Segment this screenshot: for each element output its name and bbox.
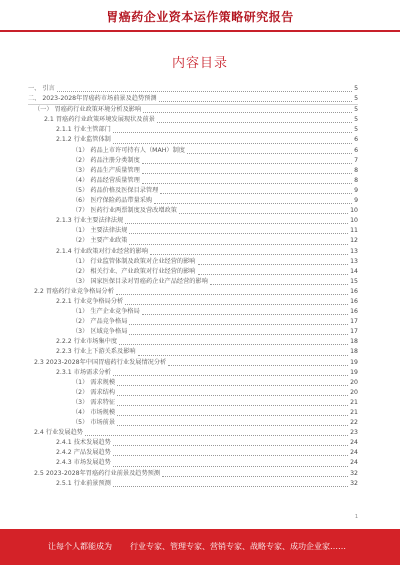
toc-dot-leader <box>117 405 348 406</box>
toc-entry[interactable] <box>28 216 358 226</box>
toc-dot-leader <box>142 314 348 315</box>
toc-entry[interactable] <box>28 408 358 418</box>
toc-dot-leader <box>129 233 348 234</box>
toc-entry-page: 6 <box>354 146 358 154</box>
toc-entry-page: 24 <box>350 439 358 447</box>
toc-entry-title: 药品注册分类制度 <box>90 156 140 164</box>
toc-entry-number: （1） <box>72 308 89 316</box>
toc-entry-page: 19 <box>350 368 358 376</box>
toc-entry-title: 国家医保目录对胃癌药企业产品经营的影响 <box>90 277 208 285</box>
toc-entry-page: 9 <box>354 197 358 205</box>
toc-entry-number: 2.4.2 <box>56 449 72 457</box>
toc-entry-title: 需求结构 <box>90 388 116 396</box>
toc-entry-title: 2023-2028年胃癌药市场前景及趋势预测 <box>42 95 157 103</box>
toc-entry-page: 14 <box>350 267 358 275</box>
toc-entry[interactable] <box>28 135 358 145</box>
toc-entry-page: 18 <box>350 338 358 346</box>
toc-entry-page: 11 <box>350 227 358 235</box>
toc-entry-number: （一） <box>34 106 53 114</box>
toc-entry-page: 5 <box>354 116 358 124</box>
toc-entry[interactable] <box>28 236 358 246</box>
toc-dot-leader <box>142 163 352 164</box>
toc-dot-leader <box>159 101 353 102</box>
toc-entry-page: 32 <box>350 469 358 477</box>
toc-entry-number: 2.2 <box>34 287 44 295</box>
toc-entry[interactable] <box>28 146 358 156</box>
toc-entry[interactable] <box>28 317 358 327</box>
toc-dot-leader <box>160 193 352 194</box>
toc-dot-leader <box>113 455 348 456</box>
toc-entry-number: （5） <box>72 419 89 427</box>
toc-dot-leader <box>142 173 352 174</box>
toc-dot-leader <box>125 223 348 224</box>
toc-dot-leader <box>129 324 348 325</box>
toc-entry-title: 行业市场集中度 <box>73 338 118 346</box>
toc-entry-page: 10 <box>350 207 358 215</box>
toc-entry-title: 行业发展趋势 <box>45 429 83 437</box>
toc-dot-leader <box>113 143 352 144</box>
toc-entry-page: 23 <box>350 429 358 437</box>
toc-entry-number: 2.4.3 <box>56 459 72 467</box>
toc-entry-title: 市场规模 <box>90 409 116 416</box>
footer-banner <box>0 529 400 565</box>
toc-entry-number: 2.3 <box>34 358 44 366</box>
toc-entry[interactable] <box>28 418 358 428</box>
toc-entry-title: 行业前景预测 <box>73 479 111 487</box>
toc-entry[interactable] <box>28 368 358 378</box>
toc-entry[interactable] <box>28 307 358 317</box>
toc-entry-page: 16 <box>350 287 358 295</box>
toc-entry[interactable] <box>28 186 358 196</box>
toc-entry-number: （3） <box>72 277 89 285</box>
toc-entry[interactable] <box>28 337 358 347</box>
toc-entry-number: （2） <box>72 156 89 164</box>
toc-entry-number: 2.2.1 <box>56 297 72 305</box>
toc-entry-page: 8 <box>354 176 358 184</box>
toc-entry-number: （2） <box>72 318 89 326</box>
toc-entry-title: 产品发展趋势 <box>73 449 111 457</box>
toc-entry-page: 7 <box>354 156 358 164</box>
toc-dot-leader <box>198 274 349 275</box>
toc-entry[interactable] <box>28 125 358 135</box>
toc-entry-page: 5 <box>354 106 358 114</box>
toc-entry[interactable] <box>28 287 358 297</box>
toc-entry-title: 区域竞争格局 <box>90 328 128 336</box>
toc-dot-leader <box>179 213 348 214</box>
toc-entry-title: 生产企业竞争格局 <box>90 308 140 316</box>
toc-entry[interactable] <box>28 297 358 307</box>
toc-entry-number: 一、 <box>28 85 41 92</box>
toc-entry-page: 5 <box>354 85 358 92</box>
toc-entry[interactable] <box>28 388 358 398</box>
toc-entry[interactable] <box>28 196 358 206</box>
toc-entry[interactable] <box>28 206 358 216</box>
toc-entry-page: 32 <box>350 479 358 487</box>
toc-entry-title: 市场需求分析 <box>73 368 111 376</box>
toc-entry-page: 20 <box>350 378 358 386</box>
toc-entry-title: 药品经营质量管理 <box>90 176 140 184</box>
toc-entry-title: 相关行业、产业政策对行业经营的影响 <box>90 267 196 275</box>
toc-entry-number: 2.1.1 <box>56 126 72 134</box>
toc-entry-page: 10 <box>350 217 358 225</box>
report-title: 胃癌药企业资本运作策略研究报告 <box>106 10 294 24</box>
toc-entry-number: 2.4 <box>34 429 44 437</box>
toc-entry-title: 药品价格及医保目录管理 <box>90 186 159 194</box>
toc-dot-leader <box>142 183 352 184</box>
toc-entry[interactable] <box>28 327 358 337</box>
toc-entry[interactable] <box>28 115 358 125</box>
toc-entry-title: 主要法律法规 <box>90 227 128 235</box>
toc-dot-leader <box>113 375 348 376</box>
report-header-bar <box>0 0 400 32</box>
toc-entry[interactable] <box>28 438 358 448</box>
toc-entry-number: 2.1.4 <box>56 247 72 255</box>
toc-entry-page: 16 <box>350 308 358 316</box>
toc-entry-page: 24 <box>350 459 358 467</box>
toc-entry[interactable] <box>28 257 358 267</box>
toc-entry-number: （5） <box>72 186 89 194</box>
toc-dot-leader <box>125 304 348 305</box>
toc-entry-number: 2.5 <box>34 469 44 477</box>
toc-entry-title: 胃癌药行业政策环境分析及影响 <box>54 106 142 114</box>
toc-entry-title: 医疗保险药品带量采购 <box>90 197 153 205</box>
toc-dot-leader <box>116 294 348 295</box>
toc-entry-number: （1） <box>72 378 89 386</box>
toc-dot-leader <box>57 91 352 92</box>
toc-dot-leader <box>117 415 348 416</box>
toc-entry-title: 行业政策对行业经营的影响 <box>73 247 148 255</box>
toc-entry[interactable] <box>28 84 358 94</box>
toc-entry[interactable] <box>28 458 358 468</box>
toc-entry-title: 产品竞争格局 <box>90 318 128 326</box>
toc-entry-number: （1） <box>72 227 89 235</box>
toc-entry[interactable] <box>28 358 358 368</box>
toc-entry-page: 13 <box>350 257 358 265</box>
table-of-contents <box>28 84 358 489</box>
toc-entry[interactable] <box>28 176 358 186</box>
toc-entry-page: 5 <box>354 126 358 134</box>
toc-entry-number: 2.4.1 <box>56 439 72 447</box>
toc-entry-title: 技术发展趋势 <box>73 439 111 447</box>
toc-entry-page: 15 <box>350 277 358 285</box>
toc-entry-title: 行业上下游关系及影响 <box>73 348 136 356</box>
toc-title: 内容目录 <box>171 56 228 71</box>
toc-entry[interactable] <box>28 428 358 438</box>
toc-entry[interactable] <box>28 469 358 479</box>
toc-dot-leader <box>119 344 348 345</box>
toc-entry[interactable] <box>28 156 358 166</box>
toc-dot-leader <box>210 284 348 285</box>
toc-dot-leader <box>154 203 352 204</box>
toc-entry-number: （2） <box>72 237 89 245</box>
toc-entry-title: 胃癌药行业竞争格局分析 <box>45 287 114 295</box>
toc-entry-number: 2.5.1 <box>56 479 72 487</box>
toc-entry-page: 17 <box>350 318 358 326</box>
toc-dot-leader <box>138 355 349 356</box>
toc-dot-leader <box>129 334 348 335</box>
toc-entry-number: （1） <box>72 257 89 265</box>
toc-entry-title: 2023-2028年中国胃癌药行业发展情况分析 <box>45 358 167 366</box>
toc-entry-title: 行业监管体制及政策对企业经营的影响 <box>90 257 196 265</box>
toc-entry[interactable] <box>28 479 358 489</box>
toc-entry-title: 胃癌药行业政策环境发展现状及前景 <box>55 116 155 124</box>
toc-dot-leader <box>168 365 348 366</box>
toc-entry-title: 行业主要法律法规 <box>73 217 124 225</box>
toc-entry-page: 20 <box>350 388 358 396</box>
toc-entry-number: （2） <box>72 388 89 396</box>
toc-entry-page: 21 <box>350 398 358 406</box>
toc-dot-leader <box>113 445 348 446</box>
toc-entry-title: 药品上市许可持有人（MAH）制度 <box>90 146 185 154</box>
footer-slogan-left: 让每个人都能成为 <box>48 542 112 551</box>
page-number: 1 <box>354 514 358 520</box>
toc-entry-number: 2.1.3 <box>56 217 72 225</box>
toc-entry-title: 需求规模 <box>90 378 116 386</box>
toc-entry-title: 行业主管部门 <box>73 126 111 134</box>
toc-dot-leader <box>187 153 352 154</box>
toc-dot-leader <box>117 385 348 386</box>
toc-dot-leader <box>150 254 348 255</box>
toc-entry[interactable] <box>28 277 358 287</box>
toc-entry-title: 医药行业两票制度及营改增政策 <box>90 207 177 215</box>
toc-dot-leader <box>143 112 352 113</box>
toc-entry[interactable] <box>28 347 358 357</box>
toc-dot-leader <box>117 425 348 426</box>
toc-entry-page: 12 <box>350 237 358 245</box>
toc-entry[interactable] <box>28 94 358 105</box>
toc-entry[interactable] <box>28 105 358 115</box>
toc-entry[interactable] <box>28 226 358 236</box>
toc-dot-leader <box>157 122 352 123</box>
toc-dot-leader <box>85 435 348 436</box>
toc-entry-title: 主要产业政策 <box>90 237 128 245</box>
toc-entry-number: 2.1 <box>44 116 54 124</box>
toc-entry-number: 二、 <box>28 95 41 103</box>
footer-slogan-right: 行业专家、管理专家、营销专家、战略专家、成功企业家…… <box>130 542 346 551</box>
toc-entry-number: （4） <box>72 176 89 184</box>
toc-entry[interactable] <box>28 166 358 176</box>
toc-entry-number: （7） <box>72 207 89 215</box>
toc-entry-number: （3） <box>72 166 89 174</box>
toc-entry-page: 17 <box>350 328 358 336</box>
toc-entry-page: 24 <box>350 449 358 457</box>
toc-entry[interactable] <box>28 267 358 277</box>
toc-entry-number: （3） <box>72 398 89 406</box>
toc-dot-leader <box>113 132 352 133</box>
toc-entry-title: 市场前景 <box>90 419 116 427</box>
toc-dot-leader <box>162 476 348 477</box>
toc-entry-number: 2.1.2 <box>56 136 72 144</box>
toc-entry-number: （6） <box>72 197 89 205</box>
toc-dot-leader <box>113 466 348 467</box>
toc-entry-title: 引言 <box>42 85 55 92</box>
toc-entry-page: 9 <box>354 186 358 194</box>
toc-entry-title: 行业监管体制 <box>73 136 111 144</box>
toc-entry-number: （1） <box>72 146 89 154</box>
toc-entry-page: 18 <box>350 348 358 356</box>
toc-entry[interactable] <box>28 378 358 388</box>
toc-entry-number: 2.3.1 <box>56 368 72 376</box>
toc-entry-title: 行业竞争格局分析 <box>73 297 124 305</box>
toc-entry[interactable] <box>28 448 358 458</box>
toc-entry-number: （3） <box>72 328 89 336</box>
toc-entry-title: 市场发展趋势 <box>73 459 111 467</box>
toc-dot-leader <box>117 395 348 396</box>
toc-entry-page: 5 <box>354 95 358 103</box>
toc-entry-title: 2023-2028年胃癌药行业前景及趋势预测 <box>45 469 161 477</box>
toc-dot-leader <box>113 486 348 487</box>
toc-entry-page: 8 <box>354 166 358 174</box>
toc-entry-page: 21 <box>350 409 358 416</box>
toc-entry-title: 药品生产质量管理 <box>90 166 140 174</box>
toc-entry-number: 2.2.3 <box>56 348 72 356</box>
toc-entry[interactable] <box>28 398 358 408</box>
toc-entry-page: 16 <box>350 297 358 305</box>
toc-entry-number: 2.2.2 <box>56 338 72 346</box>
toc-entry-page: 6 <box>354 136 358 144</box>
toc-entry[interactable] <box>28 247 358 257</box>
toc-dot-leader <box>198 264 349 265</box>
toc-entry-page: 19 <box>350 358 358 366</box>
toc-entry-page: 13 <box>350 247 358 255</box>
toc-entry-page: 22 <box>350 419 358 427</box>
toc-entry-number: （4） <box>72 409 89 416</box>
toc-dot-leader <box>129 244 348 245</box>
toc-entry-number: （2） <box>72 267 89 275</box>
toc-entry-title: 需求特征 <box>90 398 116 406</box>
